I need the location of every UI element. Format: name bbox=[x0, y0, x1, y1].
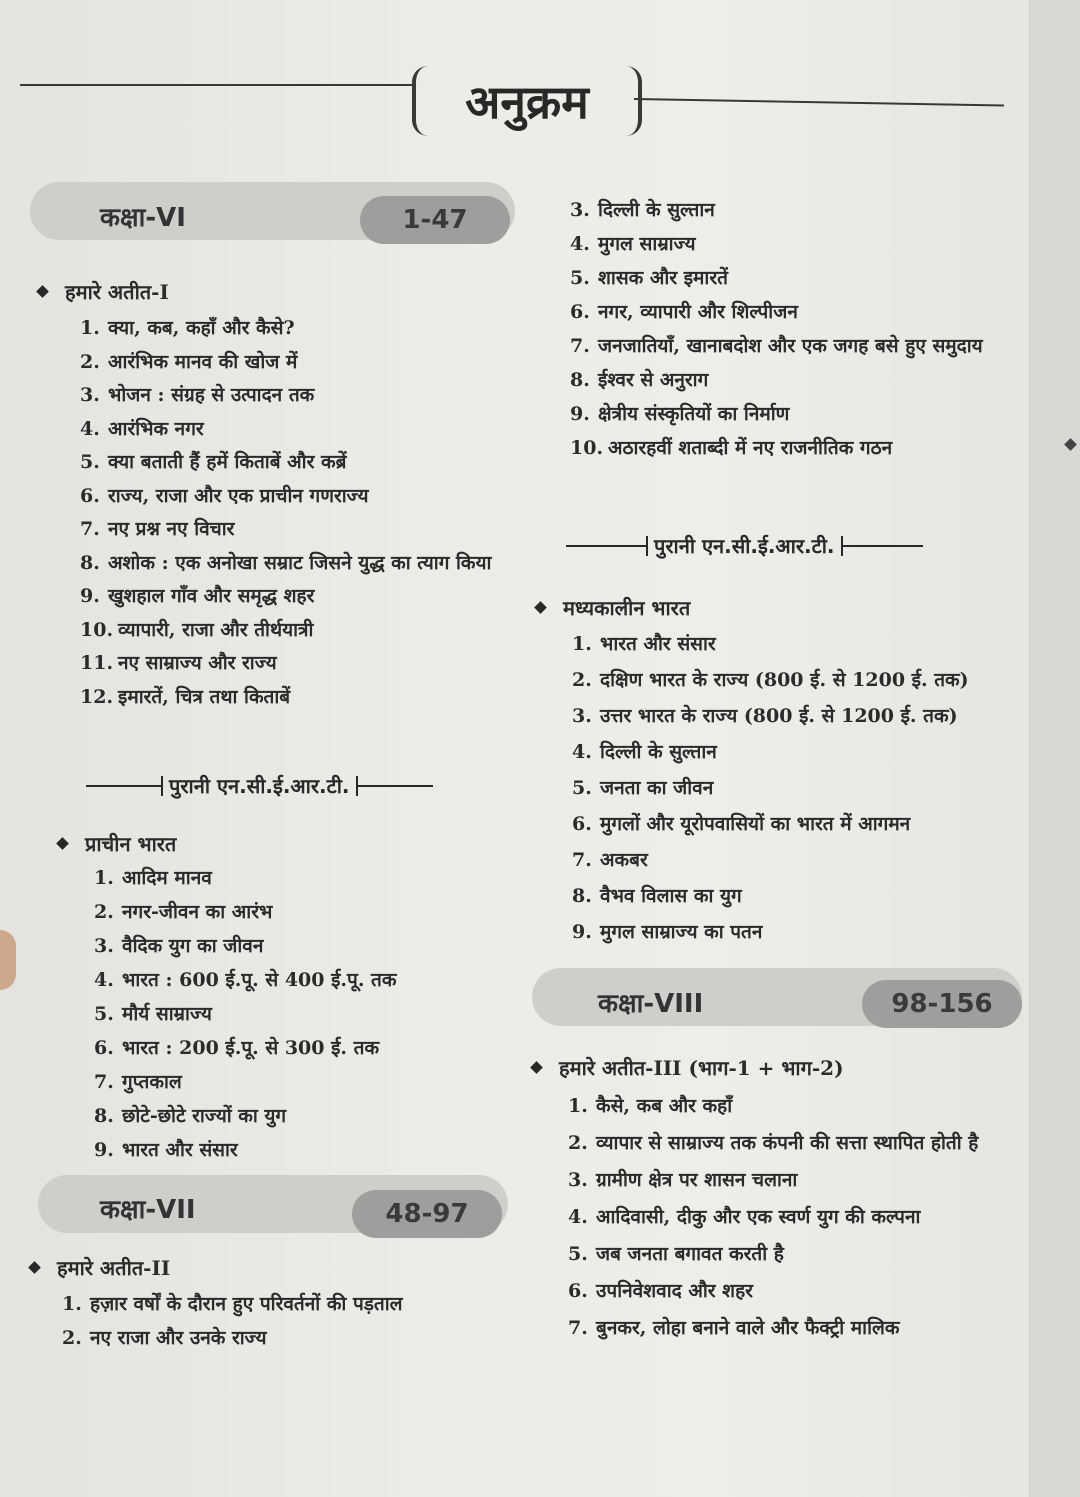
list-item bbox=[80, 618, 520, 642]
item-text: नए प्रश्न नए विचार bbox=[108, 518, 235, 540]
item-number: 9. bbox=[572, 921, 592, 943]
item-number: 8. bbox=[572, 885, 592, 907]
item-text: क्या, कब, कहाँ और कैसे? bbox=[108, 317, 295, 339]
item-text: ईश्वर से अनुराग bbox=[598, 369, 709, 391]
list-item bbox=[570, 232, 1015, 256]
item-text: उपनिवेशवाद और शहर bbox=[596, 1280, 753, 1302]
item-text: व्यापारी, राजा और तीर्थयात्री bbox=[118, 618, 314, 641]
list-item bbox=[572, 740, 1022, 764]
list-item bbox=[80, 383, 520, 407]
item-text: आरंभिक मानव की खोज में bbox=[108, 350, 298, 373]
list-item bbox=[80, 584, 520, 608]
list-item bbox=[94, 1002, 514, 1026]
item-text: खुशहाल गाँव और समृद्ध शहर bbox=[108, 585, 315, 607]
list-item bbox=[568, 1242, 1028, 1266]
item-text: मुगल साम्राज्य bbox=[598, 233, 696, 255]
item-number: 6. bbox=[568, 1280, 588, 1302]
item-number: 6. bbox=[572, 813, 592, 835]
list-item bbox=[94, 866, 514, 890]
list-item bbox=[570, 368, 1015, 392]
item-number: 3. bbox=[94, 935, 114, 957]
item-number: 4. bbox=[570, 233, 590, 255]
item-number: 7. bbox=[94, 1071, 114, 1093]
item-text: राज्य, राजा और एक प्राचीन गणराज्य bbox=[108, 484, 369, 507]
item-text: क्षेत्रीय संस्कृतियों का निर्माण bbox=[598, 403, 790, 425]
item-number: 7. bbox=[570, 335, 590, 357]
item-number: 3. bbox=[80, 384, 100, 406]
header-rule-left bbox=[20, 84, 412, 86]
list-item bbox=[80, 316, 520, 340]
item-text: क्या बताती हैं हमें किताबें और कब्रें bbox=[108, 451, 347, 473]
item-number: 2. bbox=[94, 901, 114, 923]
item-text: जनजातियाँ, खानाबदोश और एक जगह बसे हुए समुदाय bbox=[598, 335, 983, 357]
item-number: 11. bbox=[80, 652, 114, 674]
list-item bbox=[568, 1316, 1028, 1340]
item-text: आरंभिक नगर bbox=[108, 417, 204, 440]
divider-line bbox=[843, 545, 923, 547]
old-ncert-label: पुरानी एन.सी.ई.आर.टी. bbox=[169, 774, 350, 798]
item-number: 6. bbox=[80, 484, 100, 507]
list-item bbox=[94, 968, 514, 992]
item-text: वैदिक युग का जीवन bbox=[122, 935, 264, 957]
list-item bbox=[572, 884, 1022, 908]
next-page-edge bbox=[1029, 0, 1080, 1497]
list-item bbox=[570, 436, 1015, 460]
list-item bbox=[80, 551, 520, 575]
divider-line bbox=[358, 785, 433, 787]
item-text: जनता का जीवन bbox=[600, 777, 714, 799]
item-text: मुगलों और यूरोपवासियों का भारत में आगमन bbox=[600, 813, 911, 835]
section-hamare-ateet-2 bbox=[30, 1254, 170, 1281]
list-item bbox=[570, 266, 1015, 290]
item-number: 4. bbox=[568, 1206, 588, 1228]
item-text: बुनकर, लोहा बनाने वाले और फैक्ट्री मालिक bbox=[596, 1317, 900, 1339]
item-text: व्यापार से साम्राज्य तक कंपनी की सत्ता स्थापित होती है bbox=[596, 1132, 979, 1154]
section-hamare-ateet-3 bbox=[532, 1054, 844, 1081]
finger-shadow bbox=[0, 930, 16, 990]
item-number: 10. bbox=[570, 437, 604, 459]
list-item bbox=[570, 198, 1015, 222]
section-title: हमारे अतीत-II bbox=[57, 1256, 171, 1280]
item-text: वैभव विलास का युग bbox=[600, 885, 742, 907]
item-number: 2. bbox=[62, 1327, 82, 1349]
item-text: मुगल साम्राज्य का पतन bbox=[600, 921, 763, 943]
item-number: 4. bbox=[80, 417, 100, 440]
item-text: नए राजा और उनके राज्य bbox=[90, 1327, 267, 1349]
item-number: 8. bbox=[570, 369, 590, 391]
list-item bbox=[94, 1138, 514, 1162]
list-hamare-ateet-3 bbox=[568, 1094, 1028, 1353]
section-title: हमारे अतीत-I bbox=[65, 280, 169, 304]
list-item bbox=[572, 812, 1022, 836]
bullet-diamond-icon bbox=[36, 285, 49, 298]
list-hamare-ateet-2 bbox=[62, 1292, 512, 1360]
bullet-diamond-icon bbox=[56, 837, 69, 850]
item-number: 12. bbox=[80, 685, 114, 708]
list-item bbox=[568, 1094, 1028, 1118]
item-number: 5. bbox=[568, 1243, 588, 1265]
list-item bbox=[62, 1292, 512, 1316]
list-item bbox=[572, 668, 1022, 692]
list-item bbox=[80, 417, 520, 441]
item-text: भोजन : संग्रह से उत्पादन तक bbox=[108, 384, 315, 406]
item-text: जब जनता बगावत करती है bbox=[596, 1243, 784, 1265]
page-title: अनुक्रम bbox=[412, 66, 642, 136]
list-item bbox=[80, 517, 520, 541]
item-text: भारत और संसार bbox=[600, 633, 716, 655]
item-text: आदिवासी, दीकु और एक स्वर्ण युग की कल्पना bbox=[596, 1206, 921, 1228]
list-item bbox=[572, 632, 1022, 656]
item-text: कैसे, कब और कहाँ bbox=[596, 1095, 733, 1117]
item-number: 7. bbox=[572, 849, 592, 871]
item-number: 6. bbox=[570, 301, 590, 323]
item-text: ग्रामीण क्षेत्र पर शासन चलाना bbox=[596, 1169, 798, 1191]
item-number: 1. bbox=[94, 867, 114, 889]
list-hamare-ateet-1 bbox=[80, 316, 520, 718]
bullet-diamond-icon bbox=[534, 601, 547, 614]
list-item bbox=[80, 450, 520, 474]
list-item bbox=[572, 776, 1022, 800]
item-text: आदिम मानव bbox=[122, 867, 212, 889]
list-item bbox=[80, 350, 520, 374]
item-number: 7. bbox=[568, 1317, 588, 1339]
class8-pages: 98-156 bbox=[862, 980, 1022, 1028]
item-number: 8. bbox=[80, 551, 100, 574]
item-number: 3. bbox=[568, 1169, 588, 1191]
item-text: दक्षिण भारत के राज्य (800 ई. से 1200 ई. तक) bbox=[600, 669, 969, 691]
section-hamare-ateet-1 bbox=[38, 278, 169, 305]
list-class7-continued bbox=[570, 198, 1015, 470]
item-number: 2. bbox=[572, 669, 592, 691]
list-item bbox=[80, 685, 520, 709]
item-text: भारत और संसार bbox=[122, 1139, 238, 1161]
item-number: 5. bbox=[94, 1003, 114, 1025]
list-item bbox=[568, 1279, 1028, 1303]
list-item bbox=[572, 920, 1022, 944]
item-number: 1. bbox=[572, 633, 592, 655]
item-text: दिल्ली के सुल्तान bbox=[600, 741, 717, 763]
item-number: 3. bbox=[572, 705, 592, 727]
bullet-diamond-icon bbox=[530, 1061, 543, 1074]
item-number: 4. bbox=[94, 969, 114, 991]
list-item bbox=[94, 934, 514, 958]
list-item bbox=[94, 1070, 514, 1094]
item-text: दिल्ली के सुल्तान bbox=[598, 199, 715, 221]
list-item bbox=[572, 848, 1022, 872]
item-text: भारत : 200 ई.पू. से 300 ई. तक bbox=[122, 1037, 380, 1059]
item-number: 3. bbox=[570, 199, 590, 221]
item-number: 4. bbox=[572, 741, 592, 763]
old-ncert-label: पुरानी एन.सी.ई.आर.टी. bbox=[654, 534, 835, 558]
item-text: अकबर bbox=[600, 849, 648, 871]
item-number: 5. bbox=[80, 451, 100, 473]
item-number: 8. bbox=[94, 1105, 114, 1127]
divider-bar bbox=[646, 536, 648, 556]
item-number: 1. bbox=[568, 1095, 588, 1117]
item-number: 9. bbox=[80, 585, 100, 607]
list-item bbox=[572, 704, 1022, 728]
bullet-diamond-icon bbox=[28, 1261, 41, 1274]
item-text: नए साम्राज्य और राज्य bbox=[118, 652, 277, 674]
item-number: 5. bbox=[570, 267, 590, 289]
item-number: 2. bbox=[80, 350, 100, 373]
list-madhyakalin-bharat bbox=[572, 632, 1022, 956]
class7-pages: 48-97 bbox=[352, 1190, 502, 1238]
list-item bbox=[570, 402, 1015, 426]
item-number: 9. bbox=[570, 403, 590, 425]
item-text: शासक और इमारतें bbox=[598, 267, 728, 289]
list-item bbox=[568, 1168, 1028, 1192]
class6-label: कक्षा-VI bbox=[100, 203, 186, 233]
list-item bbox=[62, 1326, 512, 1350]
class7-label: कक्षा-VII bbox=[100, 1195, 196, 1225]
old-ncert-divider-right bbox=[566, 532, 923, 559]
class6-pages: 1-47 bbox=[360, 196, 510, 244]
item-text: भारत : 600 ई.पू. से 400 ई.पू. तक bbox=[122, 969, 397, 991]
item-number: 1. bbox=[62, 1293, 82, 1315]
item-number: 10. bbox=[80, 618, 114, 641]
divider-bar bbox=[161, 776, 163, 796]
section-title: प्राचीन भारत bbox=[85, 832, 177, 856]
section-title: मध्यकालीन भारत bbox=[563, 596, 691, 620]
list-item bbox=[80, 651, 520, 675]
section-title: हमारे अतीत-III (भाग-1 + भाग-2) bbox=[559, 1056, 844, 1080]
list-item bbox=[94, 1036, 514, 1060]
old-ncert-divider-left bbox=[86, 772, 433, 799]
item-number: 7. bbox=[80, 518, 100, 540]
list-item bbox=[94, 1104, 514, 1128]
item-text: हज़ार वर्षों के दौरान हुए परिवर्तनों की पड़ताल bbox=[90, 1293, 403, 1315]
list-item bbox=[94, 900, 514, 924]
list-prachin-bharat bbox=[94, 866, 514, 1172]
list-item bbox=[570, 334, 1015, 358]
list-item bbox=[80, 484, 520, 508]
divider-line bbox=[86, 785, 161, 787]
section-prachin-bharat bbox=[58, 830, 176, 857]
header-rule-right bbox=[634, 98, 1004, 106]
item-number: 6. bbox=[94, 1037, 114, 1059]
item-text: छोटे-छोटे राज्यों का युग bbox=[122, 1105, 287, 1127]
item-text: नगर, व्यापारी और शिल्पीजन bbox=[598, 301, 798, 323]
list-item bbox=[570, 300, 1015, 324]
item-text: मौर्य साम्राज्य bbox=[122, 1003, 212, 1025]
item-number: 2. bbox=[568, 1132, 588, 1154]
divider-line bbox=[566, 545, 646, 547]
list-item bbox=[568, 1131, 1028, 1155]
item-number: 9. bbox=[94, 1139, 114, 1161]
class8-label: कक्षा-VIII bbox=[598, 989, 704, 1019]
item-text: अशोक : एक अनोखा सम्राट जिसने युद्ध का त्याग किया bbox=[108, 551, 492, 574]
item-number: 5. bbox=[572, 777, 592, 799]
item-text: गुप्तकाल bbox=[122, 1071, 182, 1093]
item-text: नगर-जीवन का आरंभ bbox=[122, 901, 273, 923]
item-text: उत्तर भारत के राज्य (800 ई. से 1200 ई. तक) bbox=[600, 705, 958, 727]
item-text: इमारतें, चित्र तथा किताबें bbox=[118, 685, 291, 708]
item-number: 1. bbox=[80, 317, 100, 339]
item-text: अठारहवीं शताब्दी में नए राजनीतिक गठन bbox=[608, 437, 893, 459]
list-item bbox=[568, 1205, 1028, 1229]
section-madhyakalin-bharat bbox=[536, 594, 690, 621]
